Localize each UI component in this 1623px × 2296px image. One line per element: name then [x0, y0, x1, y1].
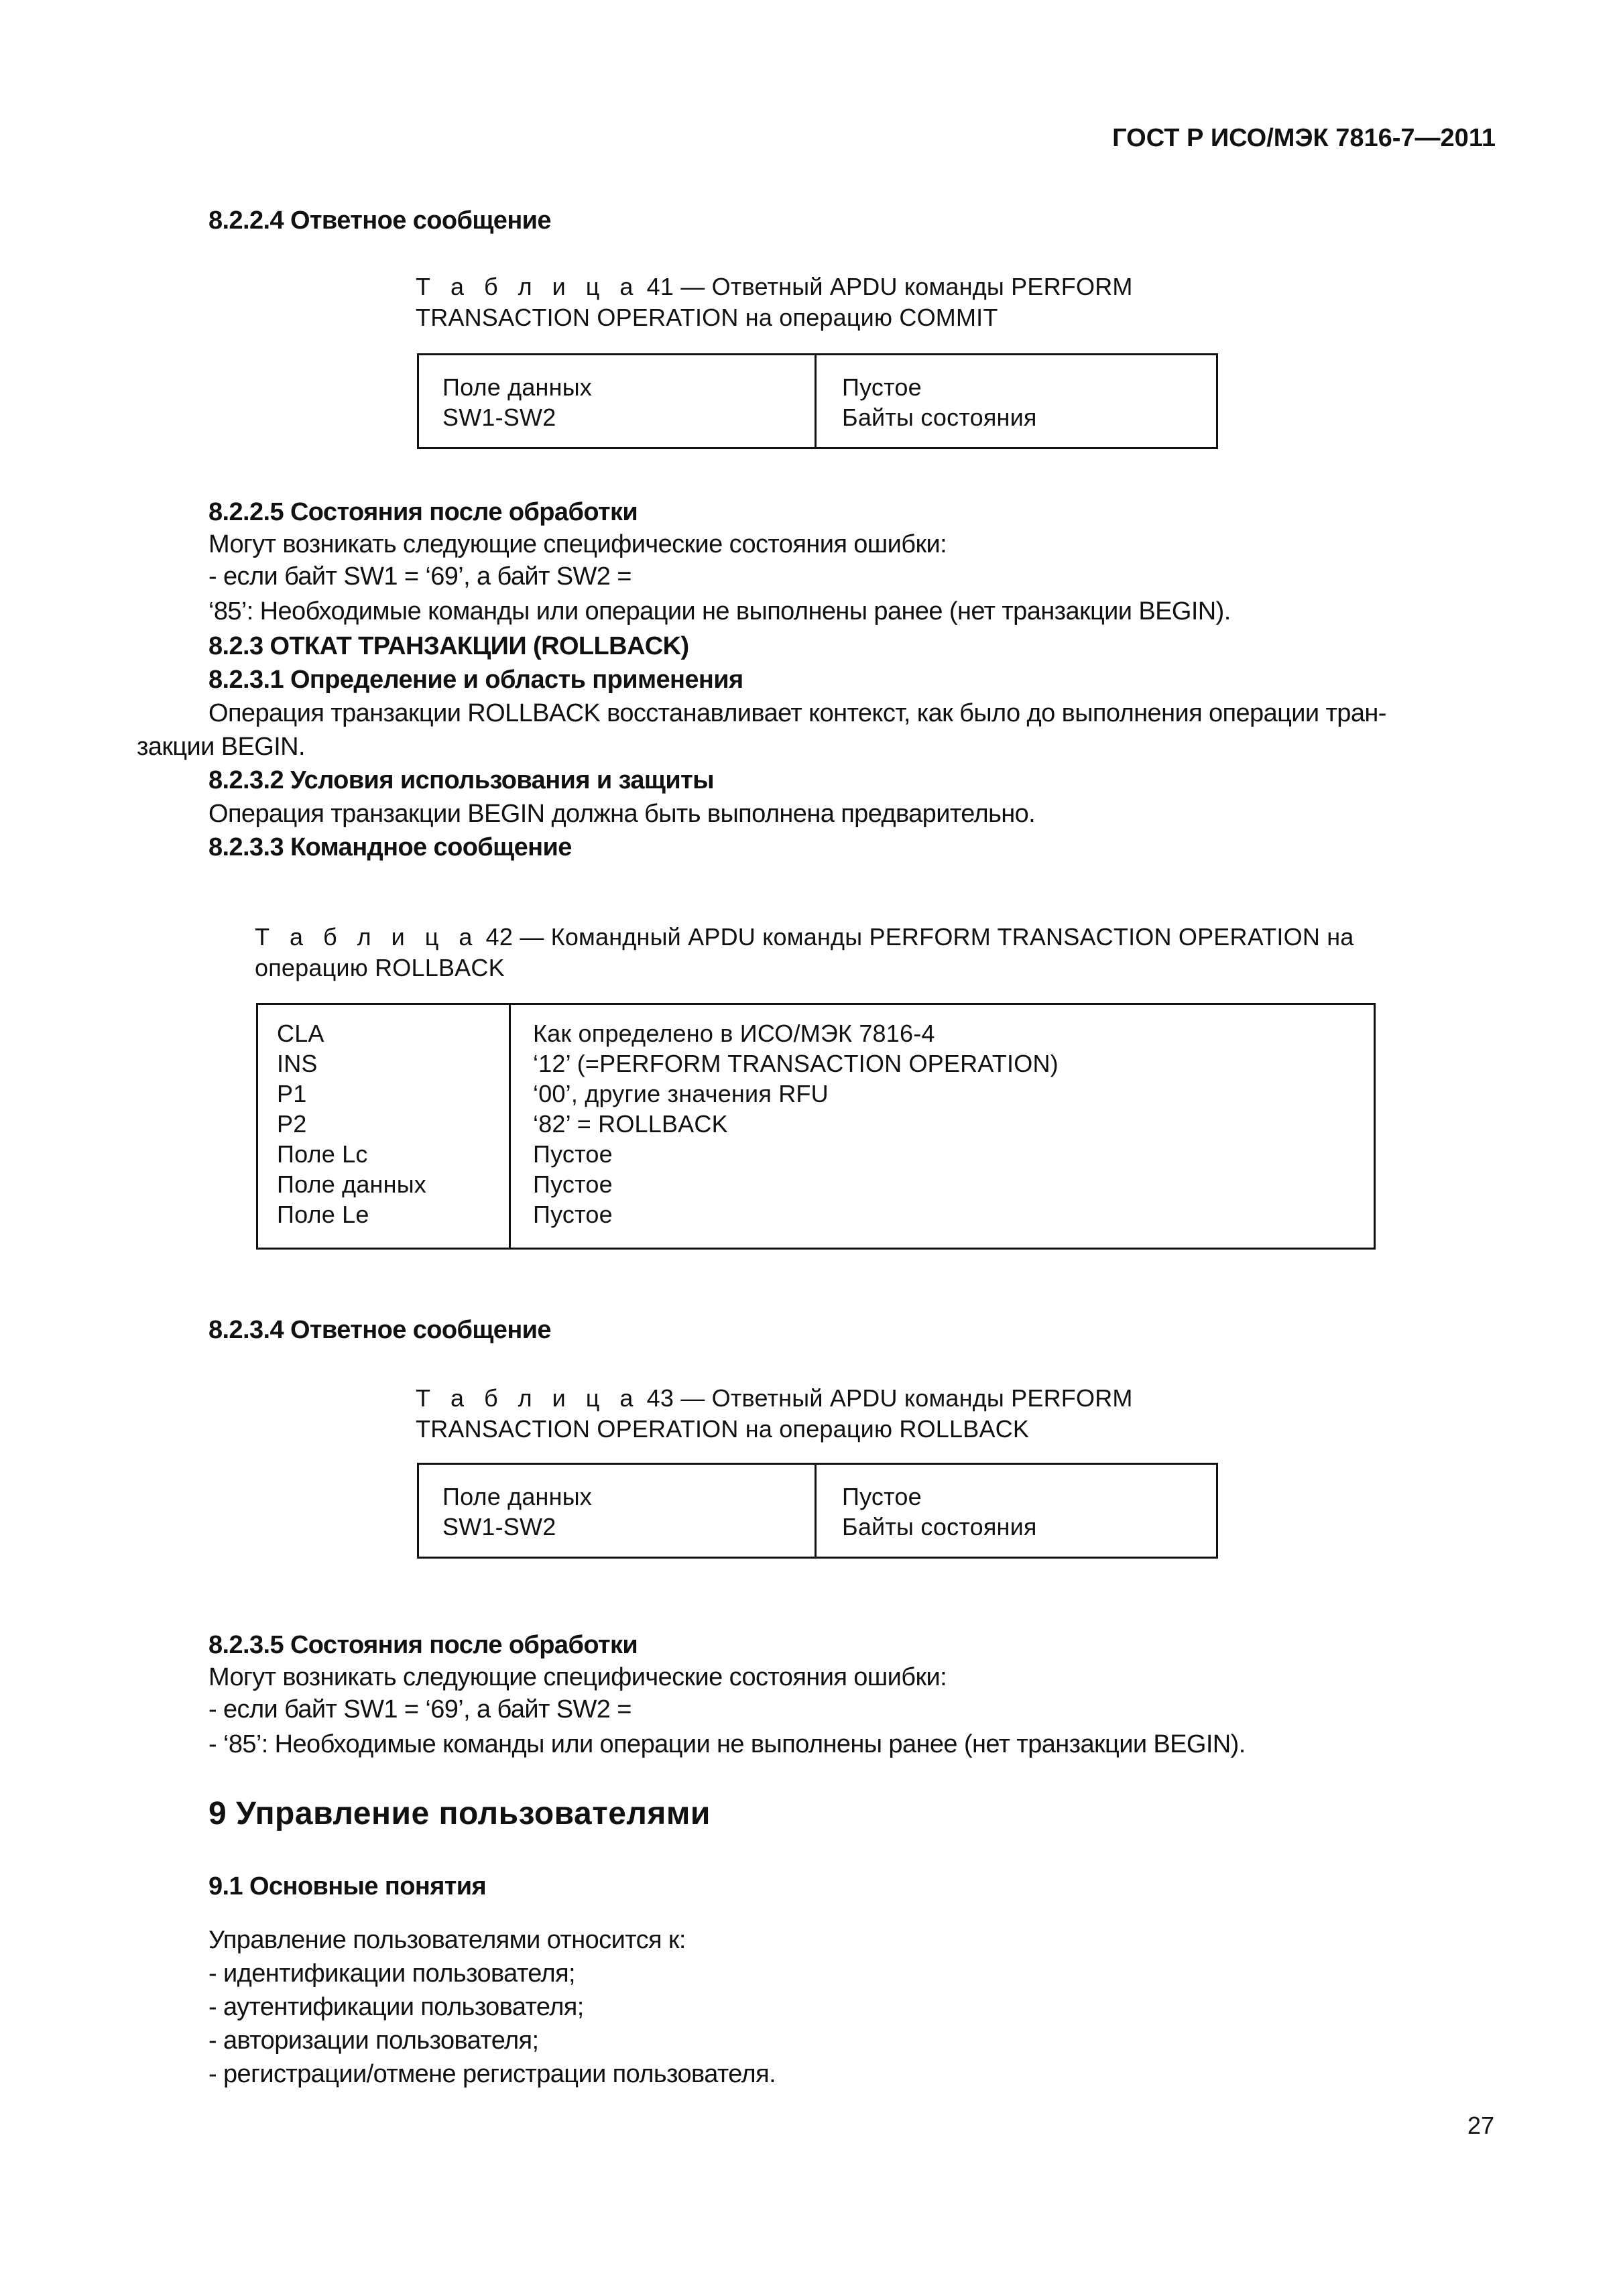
table-42-caption-word: Т а б л и ц а [255, 923, 479, 951]
section-heading-8-2-3: 8.2.3 ОТКАТ ТРАНЗАКЦИИ (ROLLBACK) [208, 632, 689, 660]
table-41-caption-rest: 41 — Ответный APDU команды PERFORM [640, 273, 1133, 300]
table-42-left-line: P2 [277, 1110, 307, 1138]
table-42-right-line: Пустое [533, 1140, 613, 1168]
table-41-left-cell [442, 372, 592, 432]
table-41-right-line: Байты состояния [842, 404, 1037, 431]
section-heading-8-2-3-5: 8.2.3.5 Состояния после обработки [208, 1631, 638, 1659]
table-43-caption-word: Т а б л и ц а [416, 1384, 640, 1412]
table-42-right-line: Как определено в ИСО/МЭК 7816-4 [533, 1020, 935, 1047]
table-43-right-line: Пустое [842, 1483, 922, 1510]
list-item: - идентификации пользователя; [208, 1959, 576, 1988]
table-43-left-line: Поле данных [442, 1483, 592, 1510]
table-42-right-line: Пустое [533, 1201, 613, 1228]
list-item: - авторизации пользователя; [208, 2027, 539, 2055]
table-42-left-line: CLA [277, 1020, 324, 1047]
table-41-caption-word: Т а б л и ц а [416, 273, 640, 300]
section-heading-8-2-3-1: 8.2.3.1 Определение и область применения [208, 666, 743, 694]
table-42-left-cell [277, 1018, 426, 1229]
table-42-right-line: ‘82’ = ROLLBACK [533, 1110, 728, 1138]
table-42-right-line: Пустое [533, 1170, 613, 1198]
table-41-left-col [419, 355, 815, 447]
table-43-left-cell [442, 1482, 592, 1542]
table-42-left-line: INS [277, 1050, 318, 1077]
paragraph-line: Управление пользователями относится к: [208, 1926, 686, 1954]
paragraph-line: - ‘85’: Необходимые команды или операции не выполнены ранее (нет транзакции BEGIN). [208, 1730, 1246, 1758]
table-41-left-line: SW1-SW2 [442, 404, 556, 431]
table-41-caption-line1 [416, 271, 1133, 302]
chapter-heading-9: 9 Управление пользователями [208, 1796, 711, 1831]
list-item: - регистрации/отмене регистрации пользователя. [208, 2060, 776, 2088]
table-43-left-line: SW1-SW2 [442, 1513, 556, 1540]
table-42-right-line: ‘12’ (=PERFORM TRANSACTION OPERATION) [533, 1050, 1059, 1077]
paragraph-line: Операция транзакции ROLLBACK восстанавливает контекст, как было до выполнения операции тран- [208, 699, 1386, 727]
table-42-caption-line2: операцию ROLLBACK [255, 954, 505, 981]
table-42-left-line: Поле Le [277, 1201, 369, 1228]
table-41-left-line: Поле данных [442, 373, 592, 401]
section-heading-8-2-3-2: 8.2.3.2 Условия использования и защиты [208, 766, 714, 794]
table-41-caption-line2: TRANSACTION OPERATION на операцию COMMIT [416, 304, 998, 331]
table-42-left-col [258, 1005, 509, 1248]
table-42-left-line: P1 [277, 1080, 307, 1107]
paragraph-line: закции BEGIN. [137, 733, 305, 761]
table-42-left-line: Поле данных [277, 1170, 426, 1198]
table-42 [256, 1003, 1376, 1250]
section-heading-8-2-3-3: 8.2.3.3 Командное сообщение [208, 833, 572, 861]
table-42-caption-line1 [255, 922, 1354, 953]
table-42-left-line: Поле Lc [277, 1140, 368, 1168]
table-42-caption-rest: 42 — Командный APDU команды PERFORM TRANSACTION OPERATION на [479, 923, 1354, 951]
table-42-right-cell [533, 1018, 1059, 1229]
section-heading-9-1: 9.1 Основные понятия [208, 1872, 487, 1900]
table-43-left-col [419, 1465, 815, 1557]
page-number: 27 [1467, 2112, 1494, 2139]
table-42-right-line: ‘00’, другие значения RFU [533, 1080, 829, 1107]
table-41-right-line: Пустое [842, 373, 922, 401]
table-43-right-line: Байты состояния [842, 1513, 1037, 1540]
table-43-caption-rest: 43 — Ответный APDU команды PERFORM [640, 1384, 1133, 1412]
section-heading-8-2-2-4: 8.2.2.4 Ответное сообщение [208, 206, 551, 235]
table-41 [417, 353, 1218, 449]
table-42-right-col [509, 1005, 1374, 1248]
paragraph-line: ‘85’: Необходимые команды или операции не выполнены ранее (нет транзакции BEGIN). [208, 597, 1231, 625]
list-item: - аутентификации пользователя; [208, 1993, 584, 2021]
paragraph-line: - если байт SW1 = ‘69’, а байт SW2 = [208, 1695, 632, 1724]
table-43-caption-line1 [416, 1383, 1133, 1414]
table-43-caption-line2: TRANSACTION OPERATION на операцию ROLLBACK [416, 1415, 1030, 1443]
paragraph-line: Операция транзакции BEGIN должна быть выполнена предварительно. [208, 800, 1036, 828]
table-43-right-col [815, 1465, 1216, 1557]
table-41-right-cell [842, 372, 1037, 432]
table-43-right-cell [842, 1482, 1037, 1542]
table-43 [417, 1463, 1218, 1559]
section-heading-8-2-2-5: 8.2.2.5 Состояния после обработки [208, 498, 638, 526]
document-code: ГОСТ Р ИСО/МЭК 7816-7—2011 [1112, 124, 1496, 152]
section-heading-8-2-3-4: 8.2.3.4 Ответное сообщение [208, 1316, 551, 1344]
paragraph-line: Могут возникать следующие специфические состояния ошибки: [208, 1663, 947, 1691]
table-41-right-col [815, 355, 1216, 447]
paragraph-line: - если байт SW1 = ‘69’, а байт SW2 = [208, 562, 632, 591]
paragraph-line: Могут возникать следующие специфические состояния ошибки: [208, 530, 947, 558]
